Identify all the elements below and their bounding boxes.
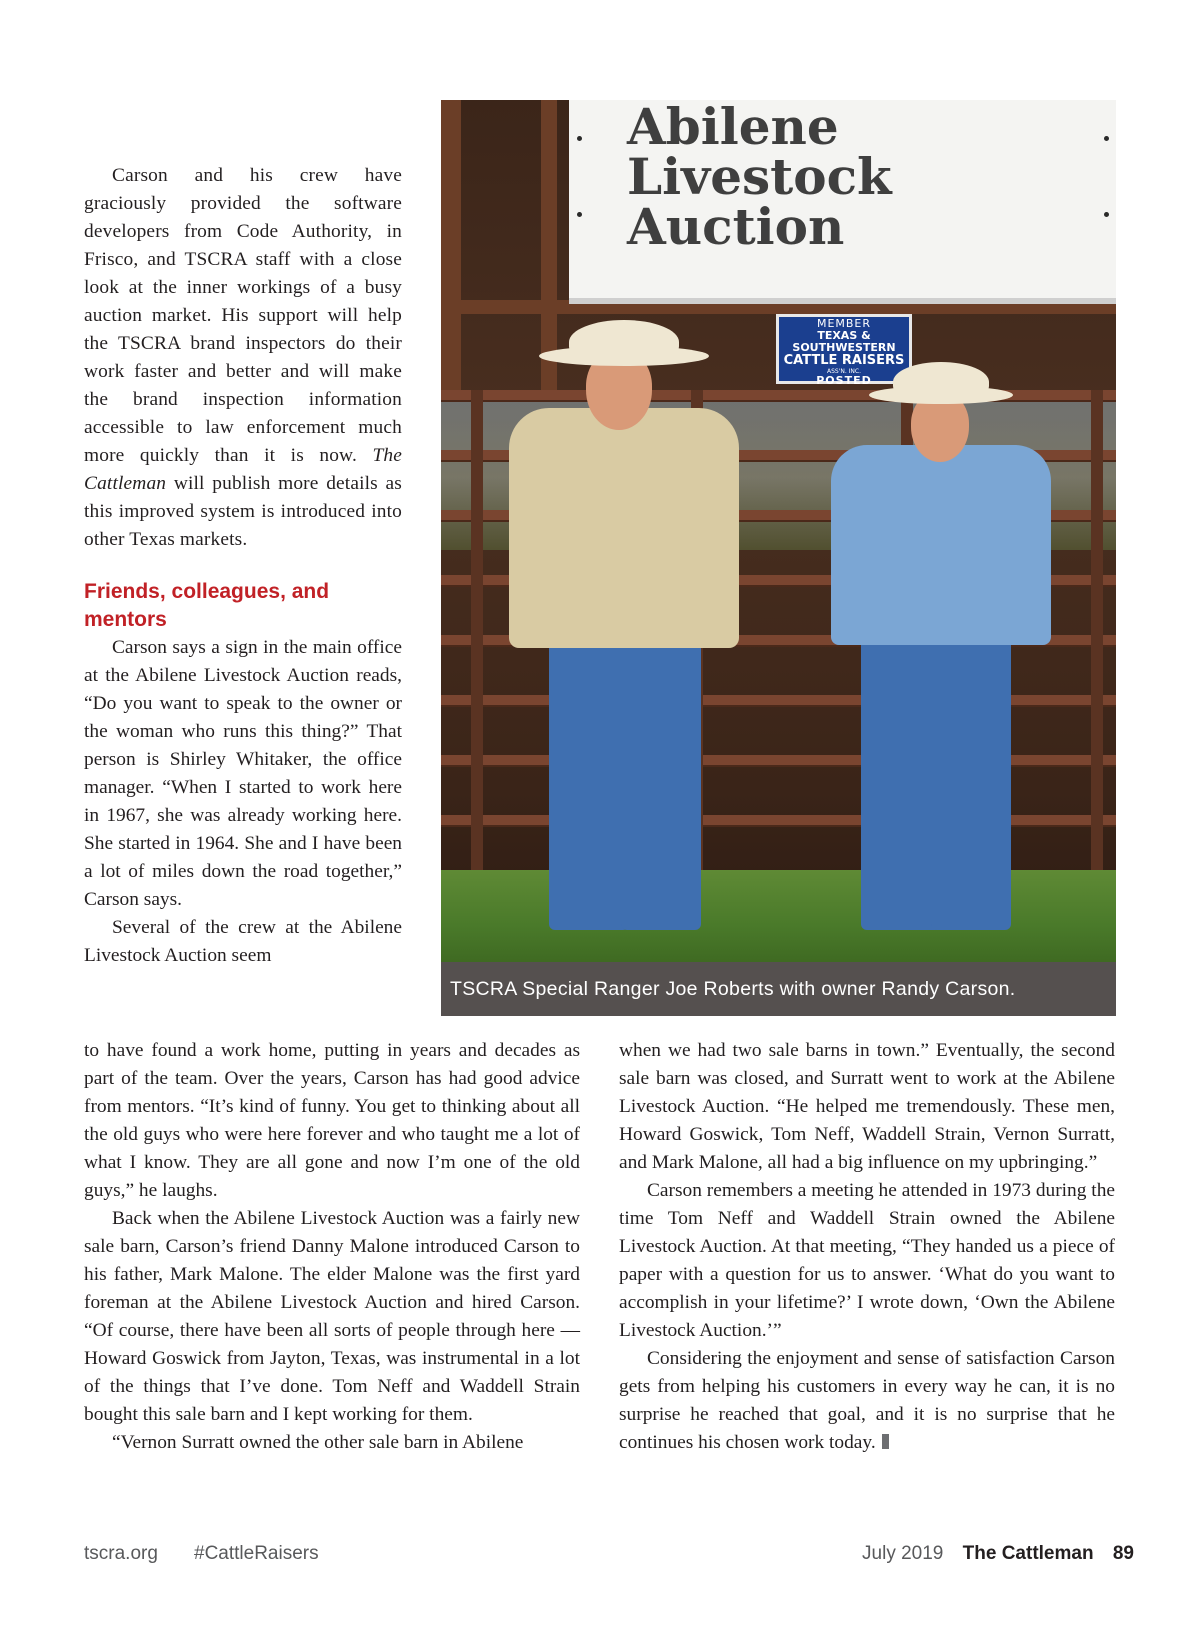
fence-post (1091, 390, 1103, 910)
left-column-text (84, 162, 402, 970)
fence-rail (441, 695, 1116, 707)
page-footer (84, 1543, 1134, 1569)
fence-rail (441, 755, 1116, 767)
plate-text: POSTED (816, 374, 872, 387)
plate-text: CATTLE RAISERS (783, 353, 905, 368)
person-jacket (509, 408, 739, 648)
footer-website-link[interactable]: tscra.org (84, 1543, 158, 1564)
auction-sign (569, 100, 1116, 304)
magazine-name: The Cattleman (962, 1543, 1094, 1564)
sign-bolt (577, 136, 582, 141)
article-paragraph: Carson says a sign in the main office at the Abilene Livestock Auction reads, “Do you want to speak to the owner or the woman who runs this thing?” That person is Shirley Whitaker, the office manager. “When I started to work here in 1967, she was already working here. She started in 1964. She and I have been a lot of miles down the road together,” Carson says. (84, 637, 402, 910)
member-plate (776, 314, 912, 387)
cowboy-hat-brim-icon (869, 386, 1013, 404)
section-heading: Friends, colleagues, and mentors (84, 580, 330, 631)
article-paragraph: “Vernon Surratt owned the other sale barn in Abilene (112, 1432, 524, 1453)
fence-rail (441, 390, 1116, 402)
person-jeans (931, 630, 1011, 930)
person-jeans (549, 630, 629, 930)
right-column-text (619, 1037, 1115, 1457)
sign-bolt (577, 212, 582, 217)
grass (441, 870, 1116, 962)
sign-bolt (1104, 212, 1109, 217)
article-paragraph: Carson remembers a meeting he attended in 1973 during the time Tom Neff and Waddell Strain owned the Abilene Livestock Auction. At that meeting, “They handed us a piece of paper with a question for us to answer. ‘What do you want to accomplish in your lifetime?’ I wrote down, ‘Own the Abilene Livestock Auction.’” (619, 1180, 1115, 1341)
photo-caption: TSCRA Special Ranger Joe Roberts with owner Randy Carson. (441, 962, 1116, 1016)
end-of-article-icon (882, 1434, 889, 1449)
article-paragraph: Back when the Abilene Livestock Auction was a fairly new sale barn, Carson’s friend Danny Malone introduced Carson to his father, Mark Malone. The elder Malone was the first yard foreman at the Abilene Livestock Auction and hired Carson. “Of course, there have been all sorts of people through here — Howard Goswick from Jayton, Texas, was instrumental in a lot of the things that I’ve done. Tom Neff and Waddell Strain bought this sale barn and I kept working for them. (84, 1208, 580, 1425)
plate-text: ASS'N. INC. (826, 368, 862, 375)
fence-post (471, 390, 483, 910)
issue-date: July 2019 (862, 1543, 944, 1564)
sign-bolt (1104, 136, 1109, 141)
person-jeans (861, 630, 941, 930)
publication-name: The Cattleman (84, 445, 402, 494)
footer-folio (862, 1543, 1134, 1565)
article-paragraph: Carson and his crew have graciously provided the software developers from Code Authority, in Frisco, and TSCRA staff with a close look at the inner workings of a busy auction market. His support will help the TSCRA brand inspectors do their work faster and better and will make the brand inspection information accessible to law enforcement much more quickly than it is now. The Cattleman will publish more details as this improved system is introduced into other Texas markets. (84, 165, 402, 550)
article-paragraph: when we had two sale barns in town.” Eventually, the second sale barn was closed, and Surratt went to work at the Abilene Livestock Auction. “He helped me tremendously. These men, Howard Goswick, Tom Neff, Waddell Strain, Vernon Surratt, and Mark Malone, all had a big influence on my upbringing.” (619, 1040, 1115, 1173)
barn-beam (441, 100, 461, 390)
barn-beam (541, 100, 557, 390)
fence-rail (441, 815, 1116, 827)
article-photo (441, 100, 1116, 962)
article-paragraph: Several of the crew at the Abilene Livestock Auction seem (84, 917, 402, 966)
page-number: 89 (1112, 1543, 1134, 1564)
person-shirt (831, 445, 1051, 645)
plate-text: TEXAS & SOUTHWESTERN (792, 329, 896, 354)
auction-sign-text: Abilene Livestock Auction (627, 100, 892, 256)
article-paragraph: Considering the enjoyment and sense of satisfaction Carson gets from helping his customers in every way he can, it is no surprise he reached that goal, and it is no surprise that he continues his chosen work today. (619, 1348, 1115, 1453)
plate-text: MEMBER (816, 317, 872, 330)
footer-hashtag: #CattleRaisers (194, 1543, 319, 1564)
article-paragraph: to have found a work home, putting in years and decades as part of the team. Over the years, Carson has had good advice from mentors. “It’s kind of funny. You get to thinking about all the old guys who were here forever and who taught me a lot of what I know. They are all gone and now I’m one of the old guys,” he laughs. (84, 1040, 580, 1201)
middle-column-text (84, 1037, 580, 1457)
cowboy-hat-brim-icon (539, 346, 709, 366)
person-jeans (621, 630, 701, 930)
